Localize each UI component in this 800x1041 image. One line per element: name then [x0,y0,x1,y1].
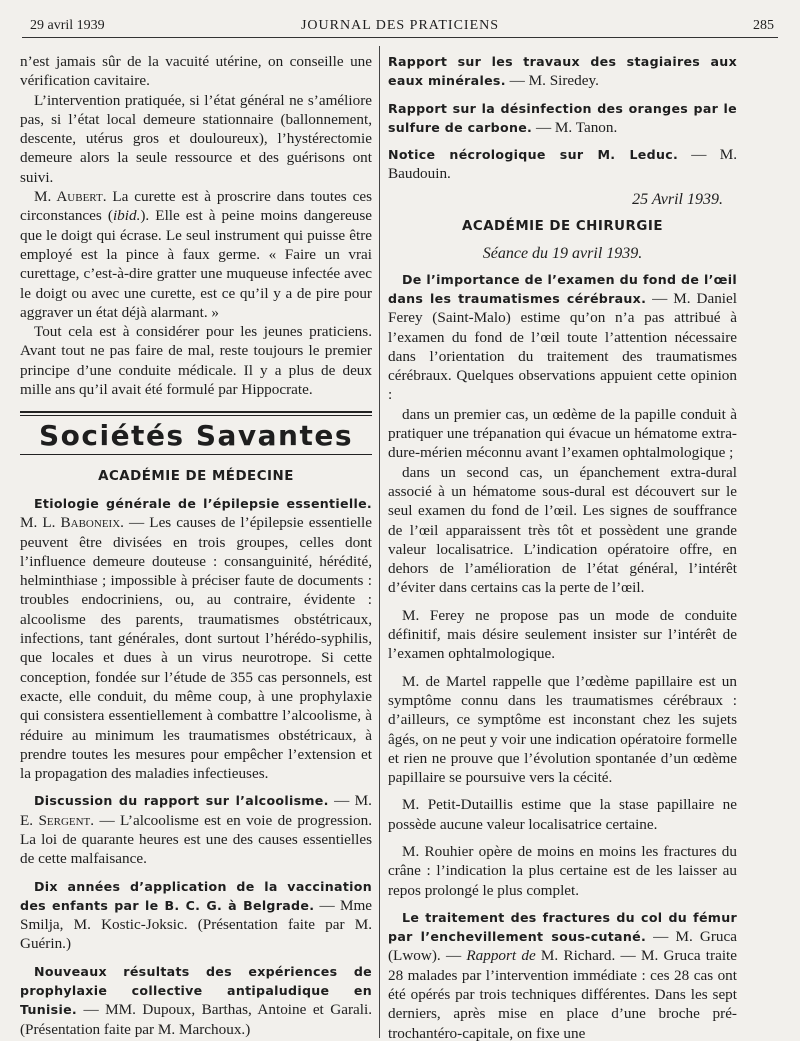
column-divider [379,46,380,1038]
running-header [22,14,778,38]
paragraph: M. Rouhier opère de moins en moins les fractures du crâne : l’indication la plus certaine est de les laisser au repos prolongé le plus complet. [388,842,737,899]
right-column [388,52,737,1041]
header-page-number: 285 [753,18,774,33]
entry-title: Rapport sur les travaux des stagiaires aux eaux minérales. [388,54,737,89]
paragraph: dans un premier cas, un œdème de la papille conduit à pratiquer une trépanation qui évacue un hématome extra-dure-mérien méconnu avant l’examen ophtalmologique ; [388,405,737,462]
entry: Notice nécrologique sur M. Leduc. — M. Baudouin. [388,146,737,183]
entry: Le traitement des fractures du col du fémur par l’enchevillement sous-cutané. — M. Gruca (Lwow). — Rapport de M. Richard. — M. Gruca traite 28 malades par l’intervention immédiate : ces 28 cas ont été opérés par trois techniques différentes. Dans les sept derniers, après mise en place d’une broche pré-trochantéro-capitale, on fixe une [388,909,737,1041]
paragraph: M. Ferey ne propose pas un mode de conduite définitif, mais désire seulement insister sur l’intérêt de l’examen ophtalmologique. [388,606,737,663]
entry: Rapport sur les travaux des stagiaires aux eaux minérales. — M. Siredey. [388,54,737,90]
entry: Etiologie générale de l’épilepsie essentielle. M. L. Baboneix. — Les causes de l’épilepsie essentielle peuvent être divisées en trois groupes, celles dont l’influence demeure douteuse : consanguinité, hérédité, helminthiase ; impossible à préciser faute de documents : troubles endocriniens, ou, au contraire, évidente : alcoolisme des parents, traumatismes obstétricaux, infections, tant générales, dont surtout l’hérédo-syphilis, que locales et dues à un virus neurotrope. Si cette conception, fondée sur l’étude de 355 cas personnels, est exacte, elle conduit, du même coup, à une prophylaxie qui consistera essentiellement à combattre l’alcoolisme, à réduire au minimum les traumatismes obstétricaux, à prendre toutes les mesures pour empêcher l’extension et la propagation des maladies infectieuses. [20,495,372,783]
entry-title: Discussion du rapport sur l’alcoolisme. [34,793,329,809]
entry: Rapport sur la désinfection des oranges par le sulfure de carbone. — M. Tanon. [388,100,737,136]
header-journal-title: JOURNAL DES PRATICIENS [300,18,500,33]
paragraph: n’est jamais sûr de la vacuité utérine, on conseille une vérification cavitaire. [20,53,372,90]
left-column [20,52,372,1039]
paragraph: M. Petit-Dutaillis estime que la stase papillaire ne possède aucune valeur localisatrice certaine. [388,796,737,833]
paragraph: dans un second cas, un épanchement extra-dural associé à un hématome sous-dural est découvert sur le seul examen du fond de l’œil. Les signes de souffrance de l’œil apparaissent très tôt et possèdent une grande valeur localisatrice. L’indication opératoire offre, en dehors de l’amélioration de l’état général, l’intérêt d’éviter dans certains cas la perte de l’œil. [388,463,737,597]
section-rule [20,454,372,455]
section-rule [20,411,372,416]
paragraph: L’intervention pratiquée, si l’état général ne s’améliore pas, si l’état local demeure stationnaire (ballonnement, descente, utérus gros et douloureux), l’hystérectomie demeure alors la seule ressource et des guérisons ont suivi. [20,91,372,186]
date-signature: 25 Avril 1939. [632,190,723,208]
section-title: Sociétés Savantes [38,419,354,453]
entry: Dix années d’application de la vaccination des enfants par le B. C. G. à Belgrade. — Mme Smilja, M. Kostic-Joksic. (Présentation faite par M. Guérin.) [20,878,372,953]
header-date: 29 avril 1939 [30,18,105,33]
entry-title: Dix années d’application de la vaccination des enfants par le B. C. G. à Belgrade. [20,878,372,913]
paragraph: M. de Martel rappelle que l’œdème papillaire est un symptôme connu dans les traumatismes cérébraux : d’ailleurs, ce symptôme est inconstant chez les sujets âgés, on ne peut y voir une indication opératoire formelle et rien ne prouve que l’évolution spontanée d’un œdème papillaire se poursuive vers la cécité. [388,672,737,787]
entry-title: Etiologie générale de l’épilepsie essentielle. [34,495,372,511]
paragraph: M. Aubert. La curette est à proscrire dans toutes ces circonstances (ibid.). Elle est à peine moins dangereuse que le doigt qui écrase. Le seul instrument qui puisse être employé est la pince à faux germe. « Faire un vrai curettage, c’est-à-dire gratter une muqueuse infectée avec le doigt ou avec une curette, est ce qu’il y a de pire pour aggraver un état déjà alarmant. » [20,188,372,321]
entry: Nouveaux résultats des expériences de prophylaxie collective antipaludique en Tunisie. — MM. Dupoux, Barthas, Antoine et Garali. (Présentation faite par M. Marchoux.) [20,963,372,1038]
session-date: Séance du 19 avril 1939. [482,245,643,263]
entry: Discussion du rapport sur l’alcoolisme. — M. E. Sergent. — L’alcoolisme est en voie de progression. La loi de quarante heures est une des causes essentielles de cette malfaisance. [20,792,372,868]
entry-title: Nouveaux résultats des expériences de prophylaxie collective antipaludique en Tunisie. [20,963,372,1018]
entry-title: De l’importance de l’examen du fond de l’œil dans les traumatismes cérébraux. [388,271,737,306]
author-name: M. Aubert. [34,188,107,206]
paragraph: Tout cela est à considérer pour les jeunes praticiens. Avant tout ne pas faire de mal, reste toujours le premier principe d’une conduite médicale. Il y a plus de deux mille ans qu’il avait été formulé par Hippocrate. [20,323,372,399]
entry: De l’importance de l’examen du fond de l’œil dans les traumatismes cérébraux. — M. Daniel Ferey (Saint-Malo) estime qu’on n’a pas attribué à l’examen du fond de l’œil toute l’attention nécessaire dans l’orientation du traitement des traumatismes cérébraux. Quelques observations appuient cette opinion : [388,271,737,404]
entry-title: Rapport sur la désinfection des oranges par le sulfure de carbone. [388,100,737,135]
entry-title: Notice nécrologique sur M. Leduc. [388,147,679,163]
academy-heading: ACADÉMIE DE MÉDECINE [98,468,294,484]
entry-title: Le traitement des fractures du col du fémur par l’enchevillement sous-cutané. [388,909,737,945]
academy-heading: ACADÉMIE DE CHIRURGIE [462,219,663,235]
